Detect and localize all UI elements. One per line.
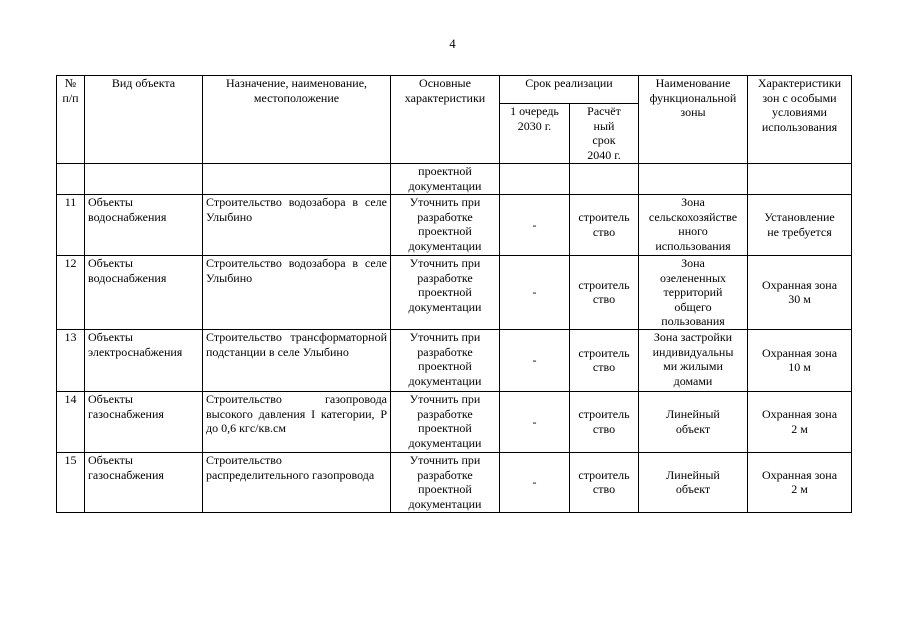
row-term-first: - xyxy=(500,195,570,256)
table-row xyxy=(57,256,852,330)
row-special: Охранная зона 2 м xyxy=(748,452,852,512)
row-zone: Зона застройки индивидуальны ми жилыми домами xyxy=(639,329,748,391)
row-type: Объекты водоснабжения xyxy=(85,195,203,256)
row-special: Охранная зона 2 м xyxy=(748,391,852,452)
row-purpose: Строительство водозабора в селе Улыбино xyxy=(203,256,391,330)
row-special: Установление не требуется xyxy=(748,195,852,256)
header-zone: Наименование функциональной зоны xyxy=(639,76,748,164)
header-row xyxy=(57,76,852,104)
header-special: Характеристики зон с особыми условиями использования xyxy=(748,76,852,164)
header-term: Срок реализации xyxy=(500,76,639,104)
header-purpose: Назначение, наименование, местоположение xyxy=(203,76,391,164)
continuation-characteristics: проектной документации xyxy=(391,164,500,195)
row-characteristics: Уточнить при разработке проектной документации xyxy=(391,195,500,256)
row-zone: Линейный объект xyxy=(639,452,748,512)
objects-table xyxy=(56,75,852,513)
row-term-calc: строитель ство xyxy=(570,256,639,330)
row-purpose: Строительство водозабора в селе Улыбино xyxy=(203,195,391,256)
row-num: 15 xyxy=(57,452,85,512)
row-zone: Линейный объект xyxy=(639,391,748,452)
table-row xyxy=(57,391,852,452)
row-special: Охранная зона 30 м xyxy=(748,256,852,330)
row-purpose: Строительство газопровода высокого давления I категории, Р до 0,6 кгс/кв.см xyxy=(203,391,391,452)
table-row xyxy=(57,195,852,256)
row-type: Объекты электроснабжения xyxy=(85,329,203,391)
row-num: 13 xyxy=(57,329,85,391)
row-term-calc: строитель ство xyxy=(570,329,639,391)
row-zone: Зона озелененных территорий общего пользования xyxy=(639,256,748,330)
table-row xyxy=(57,452,852,512)
header-term-first: 1 очередь 2030 г. xyxy=(500,104,570,164)
row-type: Объекты газоснабжения xyxy=(85,452,203,512)
row-purpose: Строительство трансформаторной подстанции в селе Улыбино xyxy=(203,329,391,391)
header-term-calc: Расчёт ный срок 2040 г. xyxy=(570,104,639,164)
header-num: № п/п xyxy=(57,76,85,164)
row-num: 14 xyxy=(57,391,85,452)
row-term-calc: строитель ство xyxy=(570,391,639,452)
continuation-row xyxy=(57,164,852,195)
row-term-first: - xyxy=(500,391,570,452)
row-term-first: - xyxy=(500,256,570,330)
header-type: Вид объекта xyxy=(85,76,203,164)
row-num: 12 xyxy=(57,256,85,330)
row-characteristics: Уточнить при разработке проектной документации xyxy=(391,256,500,330)
row-type: Объекты газоснабжения xyxy=(85,391,203,452)
row-characteristics: Уточнить при разработке проектной документации xyxy=(391,452,500,512)
row-num: 11 xyxy=(57,195,85,256)
page-number: 4 xyxy=(449,37,456,51)
row-term-calc: строитель ство xyxy=(570,195,639,256)
row-type: Объекты водоснабжения xyxy=(85,256,203,330)
header-characteristics: Основные характеристики xyxy=(391,76,500,164)
row-characteristics: Уточнить при разработке проектной документации xyxy=(391,391,500,452)
row-zone: Зона сельскохозяйстве нного использования xyxy=(639,195,748,256)
row-special: Охранная зона 10 м xyxy=(748,329,852,391)
table-row xyxy=(57,329,852,391)
row-term-first: - xyxy=(500,329,570,391)
row-purpose: Строительство распределительного газопровода xyxy=(203,452,391,512)
row-characteristics: Уточнить при разработке проектной документации xyxy=(391,329,500,391)
row-term-first: - xyxy=(500,452,570,512)
row-term-calc: строитель ство xyxy=(570,452,639,512)
